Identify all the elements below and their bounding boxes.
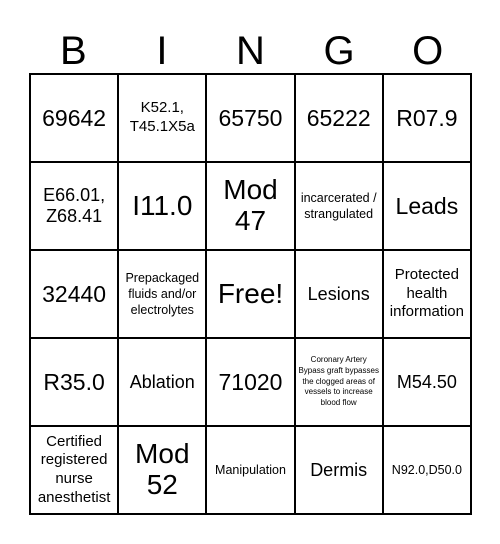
bingo-cell-r3-c1[interactable]: 32440	[30, 250, 118, 338]
header-letter-n: N	[236, 29, 265, 73]
bingo-cell-r2-c5[interactable]: Leads	[383, 162, 471, 250]
bingo-cell-r3-c4[interactable]: Lesions	[295, 250, 383, 338]
bingo-cell-r4-c3[interactable]: 71020	[206, 338, 294, 426]
bingo-header	[29, 28, 472, 74]
bingo-cell-r1-c3[interactable]: 65750	[206, 74, 294, 162]
bingo-cell-r2-c1[interactable]: E66.01, Z68.41	[30, 162, 118, 250]
header-letter-b: B	[59, 29, 87, 73]
bingo-cell-r5-c4[interactable]: Dermis	[295, 426, 383, 514]
bingo-cell-r5-c1[interactable]: Certified registered nurse anesthetist	[30, 426, 118, 514]
bingo-cell-r4-c1[interactable]: R35.0	[30, 338, 118, 426]
bingo-cell-r3-c3[interactable]: Free!	[206, 250, 294, 338]
header-letter-o: O	[412, 29, 444, 73]
bingo-cell-r2-c2[interactable]: I11.0	[118, 162, 206, 250]
bingo-cell-r4-c2[interactable]: Ablation	[118, 338, 206, 426]
bingo-cell-r5-c3[interactable]: Manipulation	[206, 426, 294, 514]
bingo-cell-r1-c5[interactable]: R07.9	[383, 74, 471, 162]
bingo-cell-r5-c2[interactable]: Mod 52	[118, 426, 206, 514]
bingo-cell-r1-c4[interactable]: 65222	[295, 74, 383, 162]
bingo-cell-r2-c4[interactable]: incarcerated / strangulated	[295, 162, 383, 250]
bingo-cell-r3-c5[interactable]: Protected health information	[383, 250, 471, 338]
header-letter-g: G	[323, 29, 355, 73]
header-letter-i: I	[156, 29, 168, 73]
bingo-cell-r4-c4[interactable]: Coronary Artery Bypass graft bypasses the clogged areas of vessels to increase blood flow	[295, 338, 383, 426]
bingo-cell-r1-c1[interactable]: 69642	[30, 74, 118, 162]
bingo-card-grid	[29, 73, 472, 515]
bingo-cell-r3-c2[interactable]: Prepackaged fluids and/or electrolytes	[118, 250, 206, 338]
bingo-cell-r2-c3[interactable]: Mod 47	[206, 162, 294, 250]
bingo-cell-r5-c5[interactable]: N92.0,D50.0	[383, 426, 471, 514]
bingo-cell-r1-c2[interactable]: K52.1, T45.1X5a	[118, 74, 206, 162]
bingo-cell-r4-c5[interactable]: M54.50	[383, 338, 471, 426]
